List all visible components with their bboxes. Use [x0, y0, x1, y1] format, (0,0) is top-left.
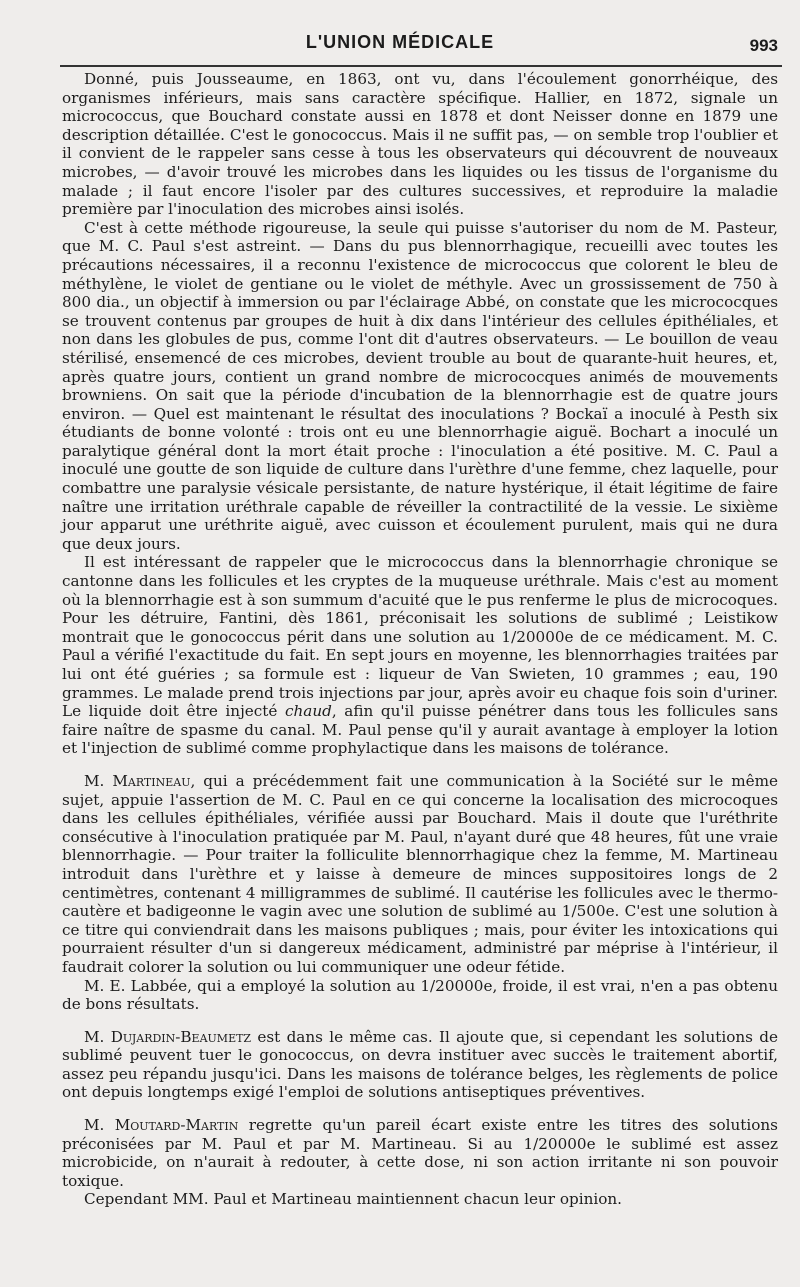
- paragraph-3-text-a: Il est intéressant de rappeler que le micrococcus dans la blennorrhagie chronique se cantonne dans les follicules et les cryptes de la muqueuse uréthrale. Mais c'est au moment où la blennorrhagie est à son summum d'acuité que le pus renferme le plus de microcoques. Pour les détruire, Fantini, dès 1861, préconisait les solutions de sublimé ; Leistikow montrait que le gonococcus périt dans une solution au 1/20000e de ce médicament. M. C. Paul a vérifié l'exactitude du fait. En sept jours en moyenne, les blennorrhagies traitées par lui ont été guéries ; sa formule est : liqueur de Van Swieten, 10 grammes ; eau, 190 grammes. Le malade prend trois injections par jour, après avoir eu chaque fois soin d'uriner. Le liquide doit être injecté: [62, 553, 778, 721]
- paragraph-labbee: M. E. Labbée, qui a employé la solution au 1/20000e, froide, il est vrai, n'en a pas obtenu de bons résultats.: [62, 976, 778, 1014]
- paragraph-martineau-text: , qui a précédemment fait une communication à la Société sur le même sujet, appuie l'assertion de M. C. Paul en ce qui concerne la localisation des microcoques dans les cellules épithéliales, vérifiée aussi par Bouchard. Mais il doute que l'uréthrite consécutive à l'inoculation pratiquée par M. Paul, n'ayant duré que 48 heures, fût une vraie blennorrhagie. — Pour traiter la folliculite blennorrhagique chez la femme, M. Martineau introduit dans l'urèthre et y laisse à demeure de minces suppositoires longs de 2 centimètres, contenant 4 milligrammes de sublimé. Il cautérise les follicules avec le thermo-cautère et badigeonne le vagin avec une solution de sublimé au 1/500e. C'est une solution à ce titre qui conviendrait dans les maisons publiques ; mais, pour éviter les intoxications qui pourraient résulter d'un si dangereux médicament, administré par méprise à l'intérieur, il faudrait colorer la solution ou lui communiquer une odeur fétide.: [62, 771, 778, 976]
- paragraph-3-text-b: , afin qu'il puisse pénétrer dans tous les follicules sans faire naître de spasme du canal. M. Paul pense qu'il y aurait avantage à employer la lotion et l'injection de sublimé comme prophylactique dans les maisons de tolérance.: [62, 702, 778, 758]
- paragraph-2: C'est à cette méthode rigoureuse, la seule qui puisse s'autoriser du nom de M. Pasteur, que M. C. Paul s'est astreint. — Dans du pus blennorrhagique, recueilli avec toutes les précautions nécessaires, il a reconnu l'existence de micrococcus que colorent le bleu de méthylène, le violet de gentiane ou le violet de méthyle. Avec un grossissement de 750 à 800 dia., un objectif à immersion ou par l'éclairage Abbé, on constate que les micrococques se trouvent contenus par groupes de huit à dix dans l'intérieur des cellules épithéliales, et non dans les globules de pus, comme l'ont dit d'autres observateurs. — Le bouillon de veau stérilisé, ensemencé de ces microbes, devient trouble au bout de quarante-huit heures, et, après quatre jours, contient un grand nombre de micrococques animés de mouvements browniens. On sait que la période d'incubation de la blennorrhagie est de quatre jours environ. — Quel est maintenant le résultat des inoculations ? Bockaï a inoculé à Pesth six étudiants de bonne volonté : trois ont eu une blennorrhagie aiguë. Bochart a inoculé un paralytique général dont la mort était proche : l'inoculation a été positive. M. C. Paul a inoculé une goutte de son liquide de culture dans l'urèthre d'une femme, chez laquelle, pour combattre une paralysie vésicale persistante, de nature hystérique, il était légitime de faire naître une irritation uréthrale capable de réveiller la contractilité de la vessie. Le sixième jour apparut une uréthrite aiguë, avec cuisson et écoulement purulent, mais qui ne dura que deux jours.: [62, 218, 778, 553]
- paragraph-moutard: [62, 1116, 778, 1190]
- speaker-name-martineau: Martineau: [112, 771, 191, 790]
- speaker-prefix: M.: [84, 771, 113, 790]
- paragraph-3: [62, 553, 778, 758]
- speaker-name-dujardin: Dujardin-Beaumetz: [110, 1027, 252, 1046]
- paragraph-closing: Cependant MM. Paul et Martineau maintiennent chacun leur opinion.: [84, 1190, 622, 1209]
- page-number: 993: [749, 36, 778, 55]
- article-body: [62, 70, 778, 1209]
- paragraph-martineau: [62, 772, 778, 977]
- paragraph-moutard-text: regrette qu'un pareil écart existe entre les titres des solutions préconisées par M. Paul et par M. Martineau. Si au 1/20000e le sublimé est assez microbicide, on n'aurait à redouter, à cette dose, ni son action irritante ni son pouvoir toxique.: [62, 1116, 778, 1190]
- paragraph-1: Donné, puis Jousseaume, en 1863, ont vu, dans l'écoulement gonorrhéique, des organismes inférieurs, mais sans caractère spécifique. Hallier, en 1872, signale un micrococcus, que Bouchard constate aussi en 1878 et dont Neisser donne en 1879 une description détaillée. C'est le gonococcus. Mais il ne suffit pas, — on semble trop l'oublier et il convient de le rappeler sans cesse à tous les observateurs qui découvrent de nouveaux microbes, — d'avoir trouvé les microbes dans les liquides ou les tissus de l'organisme du malade ; il faut encore l'isoler par des cultures successives, et reproduire la maladie première par l'inoculation des microbes ainsi isolés.: [62, 70, 778, 219]
- journal-title: L'UNION MÉDICALE: [305, 32, 495, 52]
- emphasis-chaud: chaud: [284, 702, 332, 721]
- header-rule: [60, 65, 782, 67]
- speaker-name-moutard: Moutard-Martin: [114, 1116, 239, 1135]
- paragraph-dujardin-text: est dans le même cas. Il ajoute que, si cependant les solutions de sublimé peuvent tuer le gonococcus, on devra instituer avec succès le traitement abortif, assez peu répandu jusqu'ici. Dans les maisons de tolérance belges, les règlements de police ont depuis longtemps exigé l'emploi de solutions antiseptiques préventives.: [62, 1027, 778, 1102]
- paragraph-dujardin: [62, 1028, 778, 1102]
- speaker-prefix: M.: [84, 1116, 115, 1135]
- speaker-prefix: M.: [84, 1027, 111, 1046]
- running-header: [0, 30, 800, 58]
